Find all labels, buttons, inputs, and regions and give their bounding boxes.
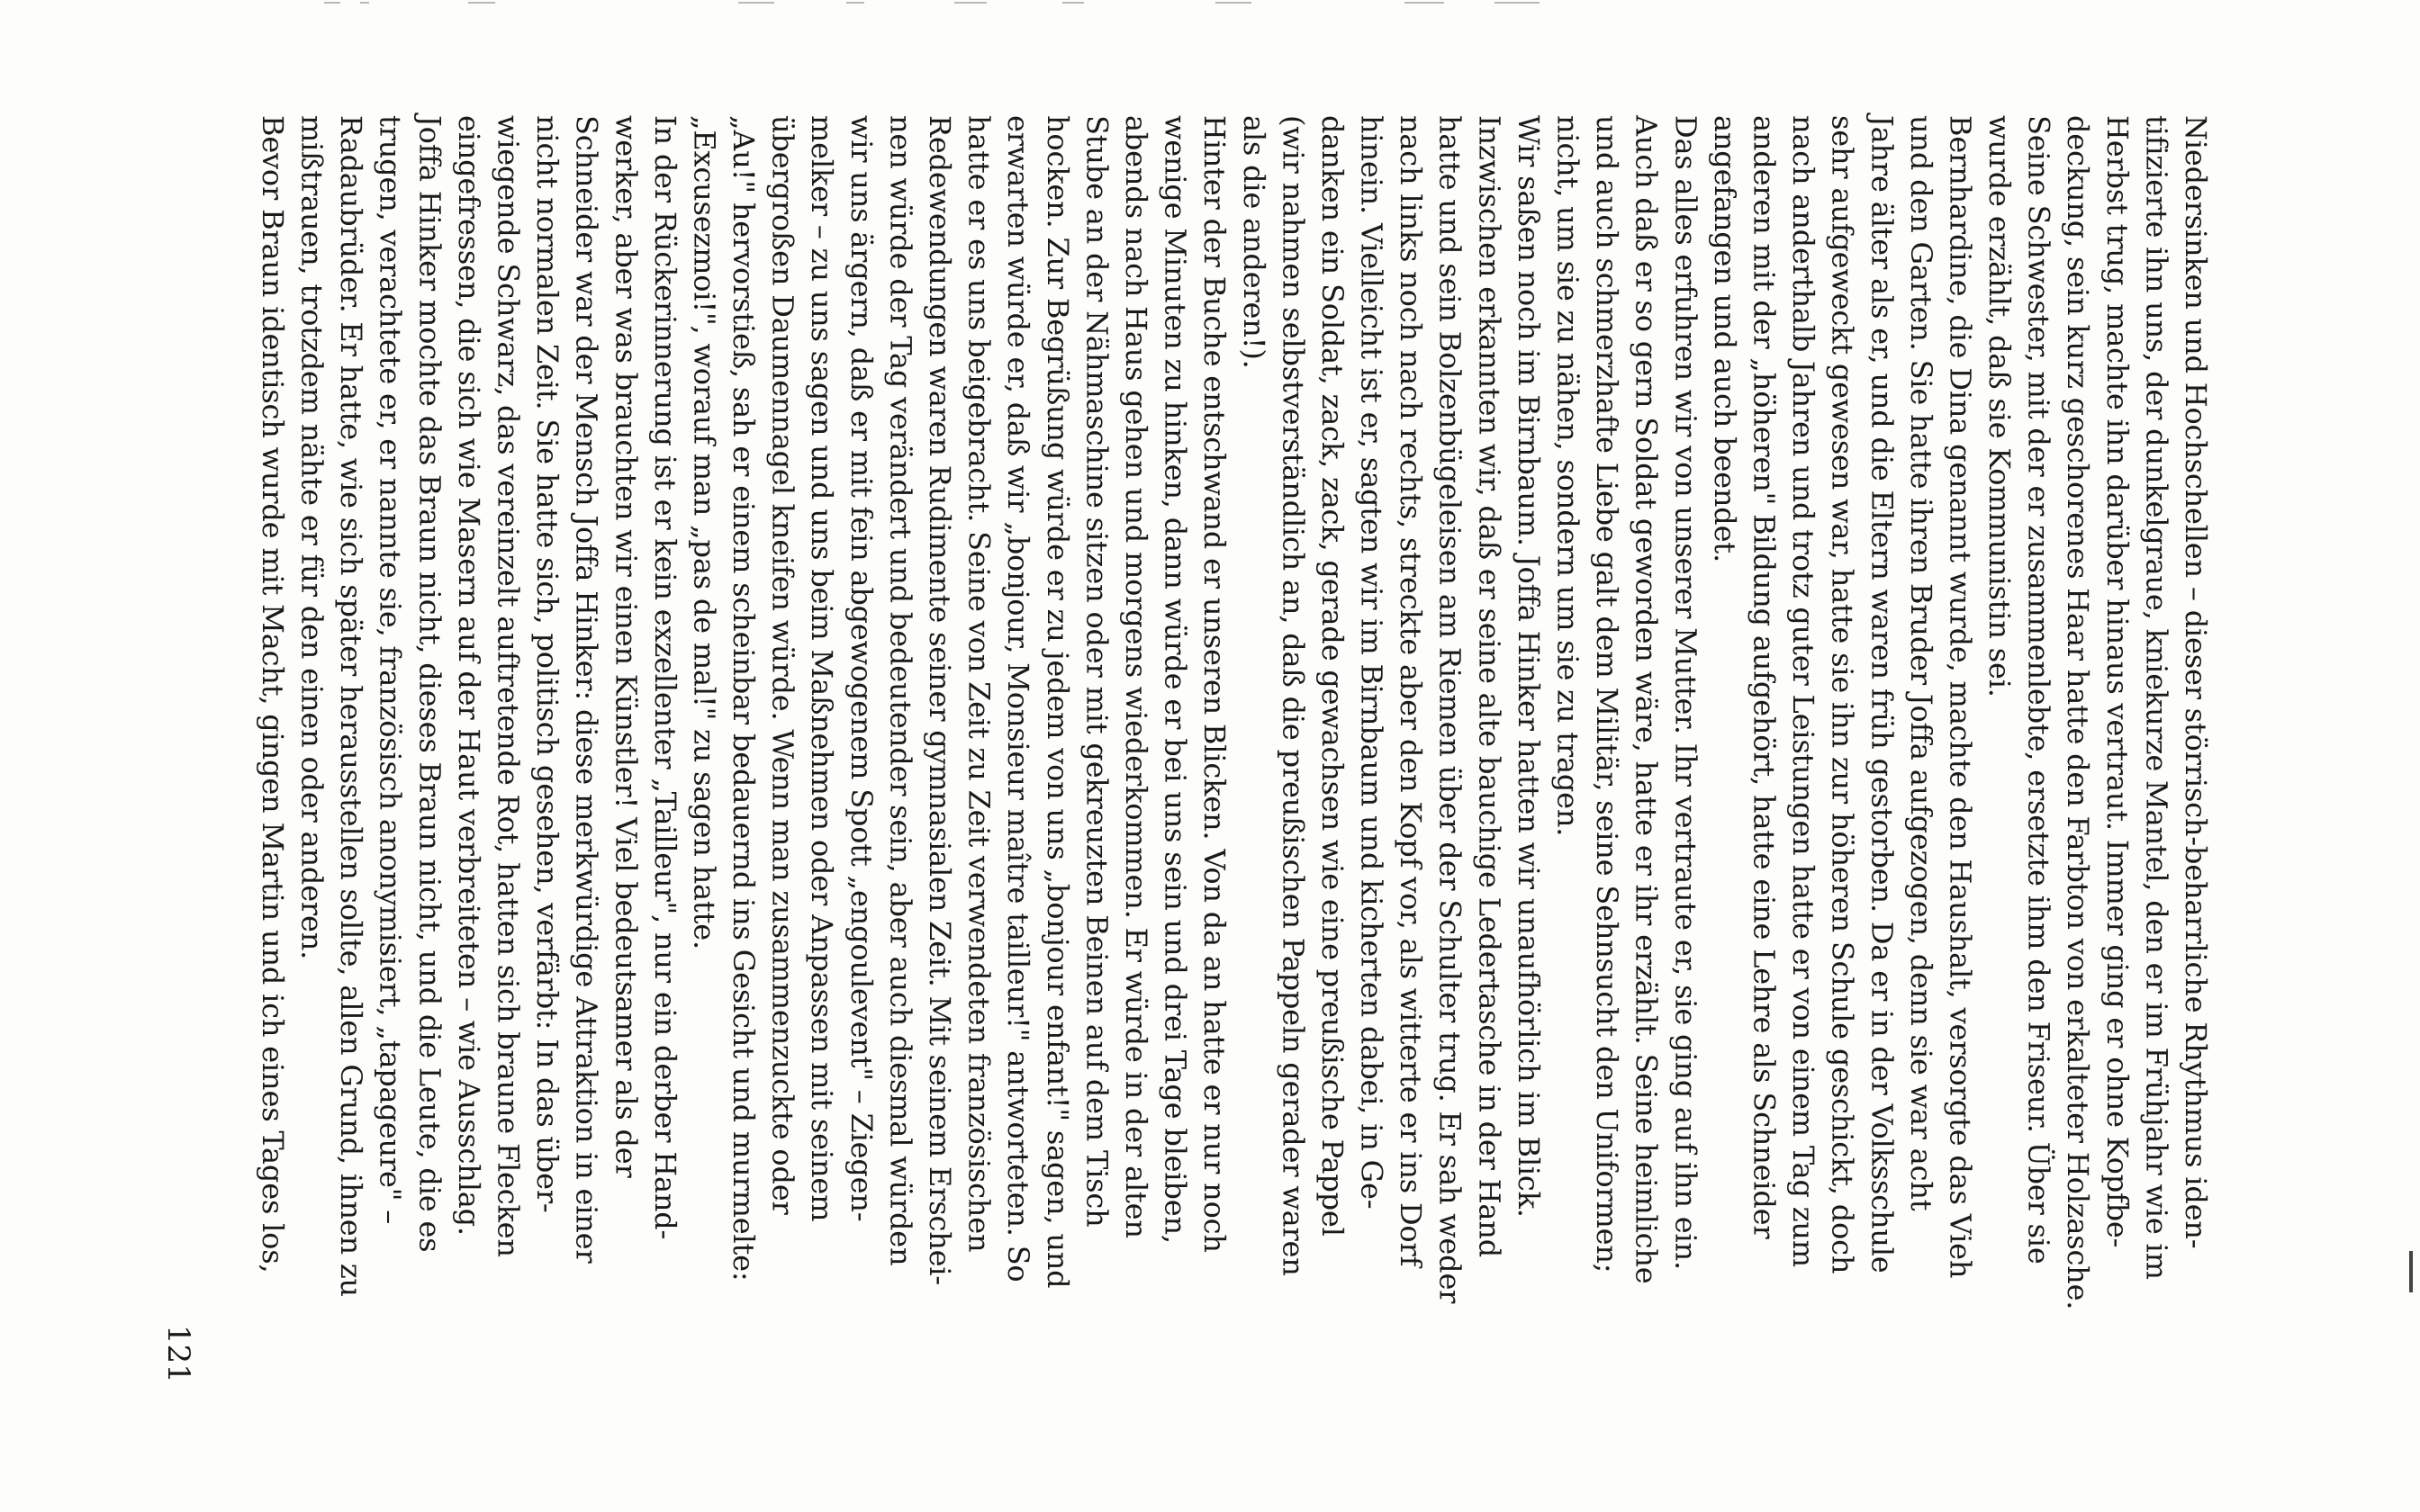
text-line: als die anderen!).: [1236, 115, 1271, 369]
scan-artifact: [1215, 2, 1251, 4]
text-line: Hinter der Buche entschwand er unseren Blicken. Von da an hatte er nur noch: [1197, 115, 1233, 1253]
text-line: wiegende Schwarz, das vereinzelt auftretende Rot, hatten sich braune Flecken: [491, 115, 526, 1257]
text-line: angefangen und auch beendet.: [1707, 115, 1742, 562]
text-line: Inzwischen erkannten wir, daß er seine alte bauchige Ledertasche in der Hand: [1472, 115, 1507, 1257]
text-line: hatte und sein Bolzenbügeleisen am Riemen über der Schulter trug. Er sah weder: [1432, 115, 1467, 1304]
text-line: hatte er es uns beigebracht. Seine von Zeit zu Zeit verwendeten französischen: [962, 115, 997, 1253]
scan-artifact: [1404, 2, 1444, 4]
scan-artifact: [846, 2, 864, 4]
text-line: anderen mit der „höheren" Bildung aufgehört, hatte eine Lehre als Schneider: [1747, 115, 1782, 1239]
text-line: melker – zu uns sagen und uns beim Maßnehmen oder Anpassen mit seinem: [805, 115, 840, 1222]
text-line: Auch daß er so gern Soldat geworden wäre, hatte er ihr erzählt. Seine heimliche: [1629, 115, 1664, 1284]
text-line: deckung, sein kurz geschorenes Haar hatte den Farbton von erkalteter Holzasche.: [2061, 115, 2096, 1310]
scan-artifact: [1062, 2, 1084, 4]
page-number: 121: [160, 1325, 196, 1383]
text-line: werker, aber was brauchten wir einen Künstler! Viel bedeutsamer als der: [609, 115, 644, 1178]
scan-artifact: [954, 2, 987, 4]
text-line: nicht normalen Zeit. Sie hatte sich, politisch gesehen, verfärbt: In das über-: [530, 115, 565, 1213]
text-line: Jahre älter als er, und die Eltern waren früh gestorben. Da er in der Volksschule: [1865, 115, 1900, 1274]
text-line: Bevor Braun identisch wurde mit Macht, gingen Martin und ich eines Tages los,: [255, 115, 290, 1274]
scan-artifact: [738, 2, 774, 4]
scan-artifact: [1494, 2, 1540, 4]
text-line: Schneider war der Mensch Joffa Hinker: diese merkwürdige Attraktion in einer: [569, 115, 604, 1264]
text-line: Herbst trug, machte ihn darüber hinaus vertraut. Immer ging er ohne Kopfbe-: [2099, 115, 2135, 1248]
text-line: tifizierte ihn uns, der dunkelgraue, kniekurze Mantel, den er im Frühjahr wie im: [2139, 115, 2174, 1280]
text-line: trugen, verachtete er, er nannte sie, französisch anonymisiert, „tapageure" –: [373, 115, 408, 1224]
text-line: danken ein Soldat, zack, zack, gerade gewachsen wie eine preußische Pappel: [1314, 115, 1350, 1237]
text-line: erwarten würde er, daß wir „bonjour, Monsieur maître tailleur!" antworteten. So: [1001, 115, 1036, 1282]
text-line: wurde erzählt, daß sie Kommunistin sei.: [1982, 115, 2018, 698]
text-line: hinein. Vielleicht ist er, sagten wir im Birnbaum und kicherten dabei, in Ge-: [1354, 115, 1389, 1210]
text-line: Niedersinken und Hochschellen – dieser störrisch-beharrliche Rhythmus iden-: [2179, 115, 2213, 1249]
text-line: Wir saßen noch im Birnbaum. Joffa Hinker hatten wir unaufhörlich im Blick.: [1511, 115, 1546, 1218]
scan-artifact: [360, 2, 369, 4]
text-line: Bernhardine, die Dina genannt wurde, machte den Haushalt, versorgte das Vieh: [1943, 115, 1978, 1279]
text-line: Das alles erfuhren wir von unserer Mutter. Ihr vertraute er, sie ging auf ihn ein.: [1668, 115, 1703, 1270]
text-line: hocken. Zur Begrüßung würde er zu jedem von uns „bonjour enfant!" sagen, und: [1040, 115, 1075, 1289]
text-line: und auch schmerzhafte Liebe galt dem Militär, seine Sehnsucht den Uniformen;: [1590, 115, 1625, 1274]
text-line: nach anderthalb Jahren und trotz guter Leistungen hatte er von einem Tag zum: [1786, 115, 1821, 1267]
page-body-text: [234, 115, 2215, 1411]
text-line: mißtrauen, trotzdem nähte er für den einen oder anderen.: [294, 115, 330, 960]
text-line: (wir nahmen selbstverständlich an, daß die preußischen Pappeln gerader waren: [1276, 115, 1311, 1276]
text-line: wenige Minuten zu hinken, dann würde er bei uns sein und drei Tage bleiben,: [1158, 115, 1193, 1244]
text-line: und den Garten. Sie hatte ihren Bruder Joffa aufgezogen, denn sie war acht: [1903, 115, 1938, 1211]
text-line: nicht, um sie zu nähen, sondern um sie zu tragen.: [1550, 115, 1585, 837]
scan-edge-mark: [2409, 1251, 2413, 1292]
scan-artifact: [468, 2, 495, 4]
text-line: wir uns ärgern, daß er mit fein abgewogenem Spott „engoulevent" – Ziegen-: [844, 115, 879, 1222]
text-line: sehr aufgeweckt gewesen war, hatte sie ihn zur höheren Schule geschickt, doch: [1825, 115, 1860, 1274]
text-line: Stube an der Nähmaschine sitzen oder mit gekreuzten Beinen auf dem Tisch: [1079, 115, 1115, 1228]
text-line: „Excusezmoi!", worauf man „pas de mal!" zu sagen hatte.: [687, 115, 722, 950]
text-line: In der Rückerinnerung ist er kein exzellenter „Tailleur", nur ein derber Hand-: [647, 115, 682, 1240]
text-line: Radaubrüder. Er hatte, wie sich später herausstellen sollte, allen Grund, ihnen zu: [334, 115, 369, 1297]
text-line: Redewendungen waren Rudimente seiner gymnasialen Zeit. Mit seinem Erschei-: [923, 115, 957, 1286]
text-line: Seine Schwester, mit der er zusammenlebte, ersetzte ihm den Friseur. Über sie: [2021, 115, 2056, 1264]
text-line: übergroßen Daumennagel kneifen würde. Wenn man zusammenzuckte oder: [765, 115, 800, 1215]
scan-artifact: [324, 2, 340, 4]
text-line: abends nach Haus gehen und morgens wiederkommen. Er würde in der alten: [1118, 115, 1153, 1238]
text-line: „Au!" hervorstieß, sah er einem scheinbar bedauernd ins Gesicht und murmelte:: [727, 115, 762, 1282]
text-line: Joffa Hinker mochte das Braun nicht, dieses Braun nicht, und die Leute, die es: [412, 115, 447, 1253]
text-line: nach links noch nach rechts, streckte aber den Kopf vor, als witterte er ins Dorf: [1394, 115, 1429, 1267]
text-line: eingefressen, die sich wie Masern auf der Haut verbreiteten – wie Ausschlag.: [451, 115, 486, 1236]
text-line: nen würde der Tag verändert und bedeutender sein, aber auch diesmal würden: [883, 115, 918, 1266]
